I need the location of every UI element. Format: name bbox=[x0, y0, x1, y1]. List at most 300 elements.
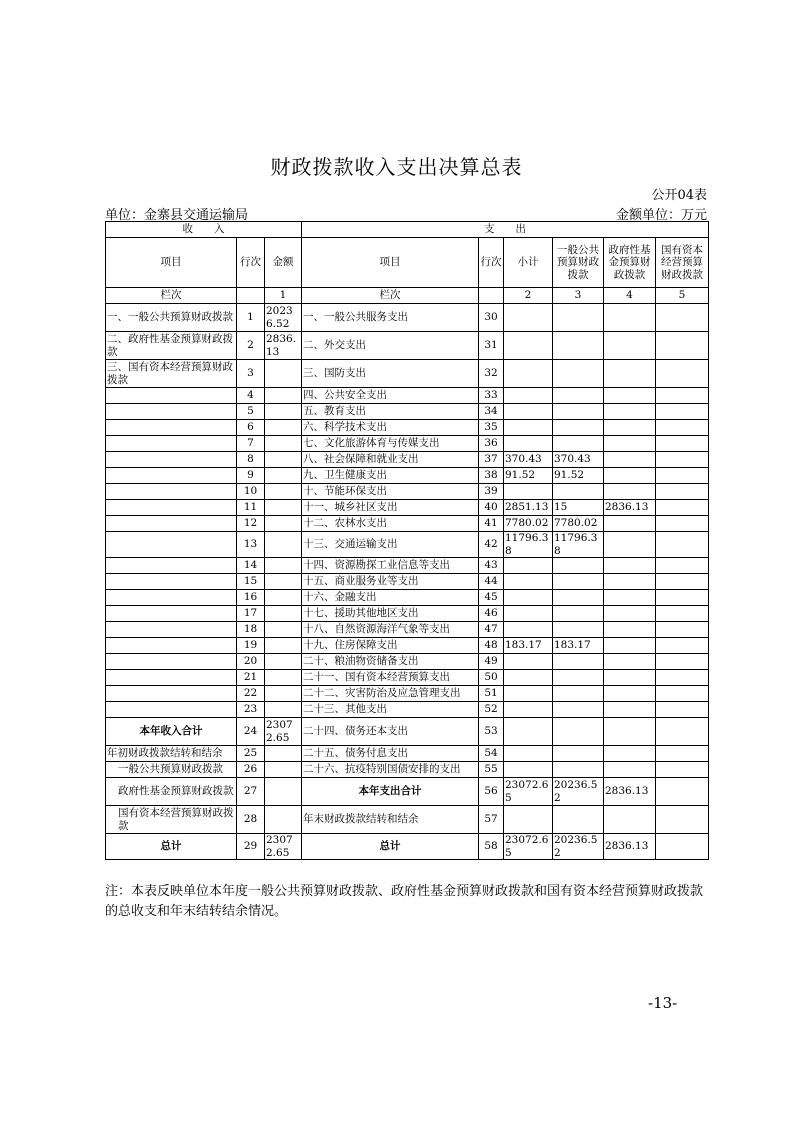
state-capital-value bbox=[656, 606, 709, 622]
income-amount bbox=[265, 468, 302, 484]
income-item: 国有资本经营预算财政拨款 bbox=[106, 806, 237, 834]
expense-item: 年末财政拨款结转和结余 bbox=[302, 806, 479, 834]
general-budget-value bbox=[553, 484, 604, 500]
table-row bbox=[106, 468, 709, 484]
gov-fund-value bbox=[604, 746, 656, 762]
state-capital-value bbox=[656, 718, 709, 746]
subtotal-value bbox=[504, 670, 553, 686]
col-label-blank bbox=[479, 288, 504, 304]
expense-item: 十八、自然资源海洋气象等支出 bbox=[302, 622, 479, 638]
subtotal-value bbox=[504, 558, 553, 574]
subtotal-value: 23072.65 bbox=[504, 834, 553, 860]
income-line-no: 12 bbox=[237, 516, 265, 532]
subtotal-value bbox=[504, 360, 553, 388]
expense-line-no: 46 bbox=[479, 606, 504, 622]
income-item bbox=[106, 404, 237, 420]
state-capital-value bbox=[656, 304, 709, 332]
gov-fund-value bbox=[604, 332, 656, 360]
unit-label: 单位：金寨县交通运输局 bbox=[105, 208, 249, 223]
income-item bbox=[106, 420, 237, 436]
income-line-no: 16 bbox=[237, 590, 265, 606]
income-item bbox=[106, 702, 237, 718]
general-budget-value bbox=[553, 360, 604, 388]
expense-item: 二十六、抗疫特别国债安排的支出 bbox=[302, 762, 479, 778]
income-line-no: 23 bbox=[237, 702, 265, 718]
income-item: 年初财政拨款结转和结余 bbox=[106, 746, 237, 762]
income-line-no-header: 行次 bbox=[237, 238, 265, 288]
subtotal-value bbox=[504, 404, 553, 420]
income-amount bbox=[265, 670, 302, 686]
subtotal-value bbox=[504, 484, 553, 500]
table-row bbox=[106, 532, 709, 558]
general-budget-value bbox=[553, 746, 604, 762]
expense-line-no: 54 bbox=[479, 746, 504, 762]
expense-item: 八、社会保障和就业支出 bbox=[302, 452, 479, 468]
income-amount: 2836.13 bbox=[265, 332, 302, 360]
table-row bbox=[106, 436, 709, 452]
gov-fund-value bbox=[604, 532, 656, 558]
state-capital-value bbox=[656, 762, 709, 778]
expense-item: 十六、金融支出 bbox=[302, 590, 479, 606]
income-amount: 20236.52 bbox=[265, 304, 302, 332]
col-number-5: 5 bbox=[656, 288, 709, 304]
table-row bbox=[106, 834, 709, 860]
general-budget-value bbox=[553, 702, 604, 718]
expense-item: 二十、粮油物资储备支出 bbox=[302, 654, 479, 670]
income-item: 总计 bbox=[106, 834, 237, 860]
subtotal-value bbox=[504, 718, 553, 746]
table-row bbox=[106, 622, 709, 638]
general-budget-value: 20236.52 bbox=[553, 778, 604, 806]
expense-line-no: 36 bbox=[479, 436, 504, 452]
expense-line-no: 42 bbox=[479, 532, 504, 558]
income-item bbox=[106, 654, 237, 670]
income-item bbox=[106, 606, 237, 622]
gov-fund-value bbox=[604, 806, 656, 834]
gov-fund-value bbox=[604, 388, 656, 404]
col-label-blank bbox=[237, 288, 265, 304]
general-budget-value: 15 bbox=[553, 500, 604, 516]
expense-item: 二十三、其他支出 bbox=[302, 702, 479, 718]
subtotal-value: 23072.65 bbox=[504, 778, 553, 806]
expense-line-no: 50 bbox=[479, 670, 504, 686]
income-item bbox=[106, 532, 237, 558]
subtotal-value: 11796.38 bbox=[504, 532, 553, 558]
expense-line-no: 57 bbox=[479, 806, 504, 834]
state-capital-value bbox=[656, 500, 709, 516]
expense-line-no: 35 bbox=[479, 420, 504, 436]
subtotal-value bbox=[504, 806, 553, 834]
income-line-no: 2 bbox=[237, 332, 265, 360]
expense-item: 一、一般公共服务支出 bbox=[302, 304, 479, 332]
col-label-left: 栏次 bbox=[106, 288, 237, 304]
income-amount bbox=[265, 360, 302, 388]
general-budget-value: 7780.02 bbox=[553, 516, 604, 532]
expense-line-no: 39 bbox=[479, 484, 504, 500]
gov-fund-value bbox=[604, 686, 656, 702]
subtotal-value bbox=[504, 420, 553, 436]
table-row bbox=[106, 606, 709, 622]
expense-line-no: 33 bbox=[479, 388, 504, 404]
table-row bbox=[106, 718, 709, 746]
income-item bbox=[106, 468, 237, 484]
expense-line-no: 45 bbox=[479, 590, 504, 606]
expense-line-no: 41 bbox=[479, 516, 504, 532]
table-row bbox=[106, 702, 709, 718]
table-header bbox=[106, 222, 709, 304]
income-amount: 23072.65 bbox=[265, 834, 302, 860]
expense-item: 本年支出合计 bbox=[302, 778, 479, 806]
expense-item: 三、国防支出 bbox=[302, 360, 479, 388]
subtotal-value: 183.17 bbox=[504, 638, 553, 654]
table-row bbox=[106, 574, 709, 590]
state-capital-value bbox=[656, 516, 709, 532]
income-item bbox=[106, 670, 237, 686]
table-row bbox=[106, 516, 709, 532]
income-line-no: 18 bbox=[237, 622, 265, 638]
income-amount bbox=[265, 654, 302, 670]
gov-fund-value bbox=[604, 468, 656, 484]
income-amount bbox=[265, 806, 302, 834]
gov-fund-value bbox=[604, 590, 656, 606]
income-amount: 23072.65 bbox=[265, 718, 302, 746]
general-budget-value bbox=[553, 304, 604, 332]
general-budget-value bbox=[553, 404, 604, 420]
gov-fund-value bbox=[604, 718, 656, 746]
income-amount bbox=[265, 746, 302, 762]
subtotal-value bbox=[504, 654, 553, 670]
income-amount bbox=[265, 558, 302, 574]
expense-item: 二十五、债务付息支出 bbox=[302, 746, 479, 762]
expense-item: 十九、住房保障支出 bbox=[302, 638, 479, 654]
expense-line-no: 37 bbox=[479, 452, 504, 468]
income-item: 本年收入合计 bbox=[106, 718, 237, 746]
income-amount bbox=[265, 404, 302, 420]
expense-line-no: 52 bbox=[479, 702, 504, 718]
gov-fund-value bbox=[604, 420, 656, 436]
gov-fund-value: 2836.13 bbox=[604, 778, 656, 806]
income-amount bbox=[265, 500, 302, 516]
state-capital-value bbox=[656, 360, 709, 388]
amount-unit-label: 金额单位：万元 bbox=[615, 208, 707, 223]
income-item bbox=[106, 558, 237, 574]
income-item: 一般公共预算财政拨款 bbox=[106, 762, 237, 778]
income-line-no: 19 bbox=[237, 638, 265, 654]
income-item bbox=[106, 484, 237, 500]
general-budget-value bbox=[553, 686, 604, 702]
table-row bbox=[106, 638, 709, 654]
subtotal-value bbox=[504, 622, 553, 638]
income-line-no: 1 bbox=[237, 304, 265, 332]
subtotal-value: 7780.02 bbox=[504, 516, 553, 532]
general-budget-value bbox=[553, 420, 604, 436]
gov-fund-value bbox=[604, 360, 656, 388]
income-item bbox=[106, 452, 237, 468]
table-row bbox=[106, 558, 709, 574]
income-line-no: 15 bbox=[237, 574, 265, 590]
expense-line-no: 32 bbox=[479, 360, 504, 388]
gov-fund-value: 2836.13 bbox=[604, 500, 656, 516]
state-capital-value bbox=[656, 468, 709, 484]
general-budget-value: 91.52 bbox=[553, 468, 604, 484]
gov-fund-value bbox=[604, 638, 656, 654]
income-item bbox=[106, 622, 237, 638]
expense-header: 支 出 bbox=[302, 222, 709, 238]
expense-line-no: 30 bbox=[479, 304, 504, 332]
state-capital-value bbox=[656, 702, 709, 718]
general-budget-value bbox=[553, 762, 604, 778]
general-budget-value bbox=[553, 574, 604, 590]
income-line-no: 5 bbox=[237, 404, 265, 420]
subtotal-value bbox=[504, 436, 553, 452]
general-budget-value: 11796.38 bbox=[553, 532, 604, 558]
expense-item: 十三、交通运输支出 bbox=[302, 532, 479, 558]
state-capital-header: 国有资本经营预算财政拨款 bbox=[656, 238, 709, 288]
finance-summary-table bbox=[105, 221, 709, 860]
state-capital-value bbox=[656, 686, 709, 702]
expense-line-no: 49 bbox=[479, 654, 504, 670]
income-amount-header: 金额 bbox=[265, 238, 302, 288]
subtotal-value: 91.52 bbox=[504, 468, 553, 484]
table-row bbox=[106, 654, 709, 670]
state-capital-value bbox=[656, 436, 709, 452]
expense-item: 十、节能环保支出 bbox=[302, 484, 479, 500]
state-capital-value bbox=[656, 806, 709, 834]
income-line-no: 21 bbox=[237, 670, 265, 686]
expense-line-no: 31 bbox=[479, 332, 504, 360]
income-line-no: 24 bbox=[237, 718, 265, 746]
expense-line-no: 47 bbox=[479, 622, 504, 638]
expense-item: 二十一、国有资本经营预算支出 bbox=[302, 670, 479, 686]
general-budget-value bbox=[553, 436, 604, 452]
col-number-1: 1 bbox=[265, 288, 302, 304]
table-row bbox=[106, 590, 709, 606]
income-line-no: 25 bbox=[237, 746, 265, 762]
table-row bbox=[106, 452, 709, 468]
state-capital-value bbox=[656, 452, 709, 468]
gov-fund-value: 2836.13 bbox=[604, 834, 656, 860]
income-line-no: 26 bbox=[237, 762, 265, 778]
expense-item-header: 项目 bbox=[302, 238, 479, 288]
income-line-no: 7 bbox=[237, 436, 265, 452]
gov-fund-value bbox=[604, 404, 656, 420]
table-body bbox=[106, 304, 709, 860]
table-row bbox=[106, 670, 709, 686]
subtotal-value bbox=[504, 590, 553, 606]
income-amount bbox=[265, 516, 302, 532]
general-budget-value bbox=[553, 670, 604, 686]
gov-fund-value bbox=[604, 606, 656, 622]
income-line-no: 4 bbox=[237, 388, 265, 404]
gov-fund-value bbox=[604, 484, 656, 500]
income-amount bbox=[265, 622, 302, 638]
state-capital-value bbox=[656, 622, 709, 638]
income-line-no: 3 bbox=[237, 360, 265, 388]
expense-item: 五、教育支出 bbox=[302, 404, 479, 420]
state-capital-value bbox=[656, 420, 709, 436]
subtotal-value bbox=[504, 686, 553, 702]
gov-fund-value bbox=[604, 304, 656, 332]
income-line-no: 13 bbox=[237, 532, 265, 558]
income-amount bbox=[265, 484, 302, 500]
income-line-no: 17 bbox=[237, 606, 265, 622]
income-amount bbox=[265, 702, 302, 718]
gov-fund-value bbox=[604, 762, 656, 778]
income-amount bbox=[265, 436, 302, 452]
subtotal-value bbox=[504, 702, 553, 718]
income-line-no: 9 bbox=[237, 468, 265, 484]
income-item bbox=[106, 638, 237, 654]
state-capital-value bbox=[656, 404, 709, 420]
expense-line-no: 48 bbox=[479, 638, 504, 654]
state-capital-value bbox=[656, 746, 709, 762]
income-line-no: 11 bbox=[237, 500, 265, 516]
income-amount bbox=[265, 686, 302, 702]
expense-item: 十二、农林水支出 bbox=[302, 516, 479, 532]
general-budget-value bbox=[553, 606, 604, 622]
table-row bbox=[106, 762, 709, 778]
income-line-no: 10 bbox=[237, 484, 265, 500]
expense-line-no: 53 bbox=[479, 718, 504, 746]
gov-fund-value bbox=[604, 452, 656, 468]
general-budget-value: 20236.52 bbox=[553, 834, 604, 860]
income-amount bbox=[265, 452, 302, 468]
table-row bbox=[106, 332, 709, 360]
income-amount bbox=[265, 532, 302, 558]
expense-line-no: 55 bbox=[479, 762, 504, 778]
table-row bbox=[106, 500, 709, 516]
income-header: 收 入 bbox=[106, 222, 302, 238]
col-number-2: 2 bbox=[504, 288, 553, 304]
general-budget-value bbox=[553, 718, 604, 746]
income-line-no: 29 bbox=[237, 834, 265, 860]
gov-fund-value bbox=[604, 654, 656, 670]
subtotal-value bbox=[504, 388, 553, 404]
expense-line-no: 40 bbox=[479, 500, 504, 516]
state-capital-value bbox=[656, 778, 709, 806]
expense-line-no: 34 bbox=[479, 404, 504, 420]
table-row bbox=[106, 420, 709, 436]
income-line-no: 6 bbox=[237, 420, 265, 436]
income-item bbox=[106, 388, 237, 404]
income-item: 一、一般公共预算财政拨款 bbox=[106, 304, 237, 332]
state-capital-value bbox=[656, 654, 709, 670]
expense-line-no: 56 bbox=[479, 778, 504, 806]
income-line-no: 20 bbox=[237, 654, 265, 670]
income-item: 政府性基金预算财政拨款 bbox=[106, 778, 237, 806]
expense-line-no: 43 bbox=[479, 558, 504, 574]
gov-fund-value bbox=[604, 574, 656, 590]
income-amount bbox=[265, 388, 302, 404]
gov-fund-value bbox=[604, 622, 656, 638]
page-title: 财政拨款收入支出决算总表 bbox=[270, 155, 523, 179]
income-amount bbox=[265, 574, 302, 590]
income-amount bbox=[265, 606, 302, 622]
general-budget-value bbox=[553, 806, 604, 834]
table-row bbox=[106, 746, 709, 762]
general-budget-value: 370.43 bbox=[553, 452, 604, 468]
income-line-no: 27 bbox=[237, 778, 265, 806]
income-item bbox=[106, 500, 237, 516]
income-line-no: 14 bbox=[237, 558, 265, 574]
income-amount bbox=[265, 778, 302, 806]
subtotal-value: 370.43 bbox=[504, 452, 553, 468]
income-amount bbox=[265, 420, 302, 436]
expense-item: 九、卫生健康支出 bbox=[302, 468, 479, 484]
table-row bbox=[106, 484, 709, 500]
income-amount bbox=[265, 590, 302, 606]
expense-line-no: 51 bbox=[479, 686, 504, 702]
expense-item: 四、公共安全支出 bbox=[302, 388, 479, 404]
gov-fund-value bbox=[604, 702, 656, 718]
table-row bbox=[106, 778, 709, 806]
expense-item: 十一、城乡社区支出 bbox=[302, 500, 479, 516]
income-item bbox=[106, 516, 237, 532]
gov-fund-value bbox=[604, 670, 656, 686]
expense-item: 总计 bbox=[302, 834, 479, 860]
expense-line-no: 38 bbox=[479, 468, 504, 484]
subtotal-value: 2851.13 bbox=[504, 500, 553, 516]
expense-item: 二、外交支出 bbox=[302, 332, 479, 360]
subtotal-header: 小计 bbox=[504, 238, 553, 288]
expense-item: 七、文化旅游体育与传媒支出 bbox=[302, 436, 479, 452]
state-capital-value bbox=[656, 590, 709, 606]
table-row bbox=[106, 806, 709, 834]
general-budget-header: 一般公共预算财政拨款 bbox=[553, 238, 604, 288]
general-budget-value: 183.17 bbox=[553, 638, 604, 654]
general-budget-value bbox=[553, 622, 604, 638]
income-item bbox=[106, 686, 237, 702]
gov-fund-value bbox=[604, 516, 656, 532]
subtotal-value bbox=[504, 574, 553, 590]
expense-item: 十五、商业服务业等支出 bbox=[302, 574, 479, 590]
col-number-4: 4 bbox=[604, 288, 656, 304]
table-row bbox=[106, 388, 709, 404]
expense-item: 二十四、债务还本支出 bbox=[302, 718, 479, 746]
state-capital-value bbox=[656, 558, 709, 574]
income-amount bbox=[265, 762, 302, 778]
expense-line-no-header: 行次 bbox=[479, 238, 504, 288]
table-row bbox=[106, 404, 709, 420]
table-row bbox=[106, 304, 709, 332]
table-row bbox=[106, 360, 709, 388]
col-label-right: 栏次 bbox=[302, 288, 479, 304]
subtotal-value bbox=[504, 746, 553, 762]
gov-fund-value bbox=[604, 436, 656, 452]
state-capital-value bbox=[656, 532, 709, 558]
income-item bbox=[106, 574, 237, 590]
expense-line-no: 58 bbox=[479, 834, 504, 860]
subtotal-value bbox=[504, 304, 553, 332]
general-budget-value bbox=[553, 558, 604, 574]
general-budget-value bbox=[553, 590, 604, 606]
expense-item: 十七、援助其他地区支出 bbox=[302, 606, 479, 622]
state-capital-value bbox=[656, 574, 709, 590]
general-budget-value bbox=[553, 388, 604, 404]
state-capital-value bbox=[656, 670, 709, 686]
expense-item: 六、科学技术支出 bbox=[302, 420, 479, 436]
income-item bbox=[106, 436, 237, 452]
general-budget-value bbox=[553, 332, 604, 360]
gov-fund-value bbox=[604, 558, 656, 574]
income-item-header: 项目 bbox=[106, 238, 237, 288]
subtotal-value bbox=[504, 762, 553, 778]
income-amount bbox=[265, 638, 302, 654]
subtotal-value bbox=[504, 606, 553, 622]
income-line-no: 8 bbox=[237, 452, 265, 468]
state-capital-value bbox=[656, 834, 709, 860]
form-number: 公开04表 bbox=[651, 188, 707, 203]
